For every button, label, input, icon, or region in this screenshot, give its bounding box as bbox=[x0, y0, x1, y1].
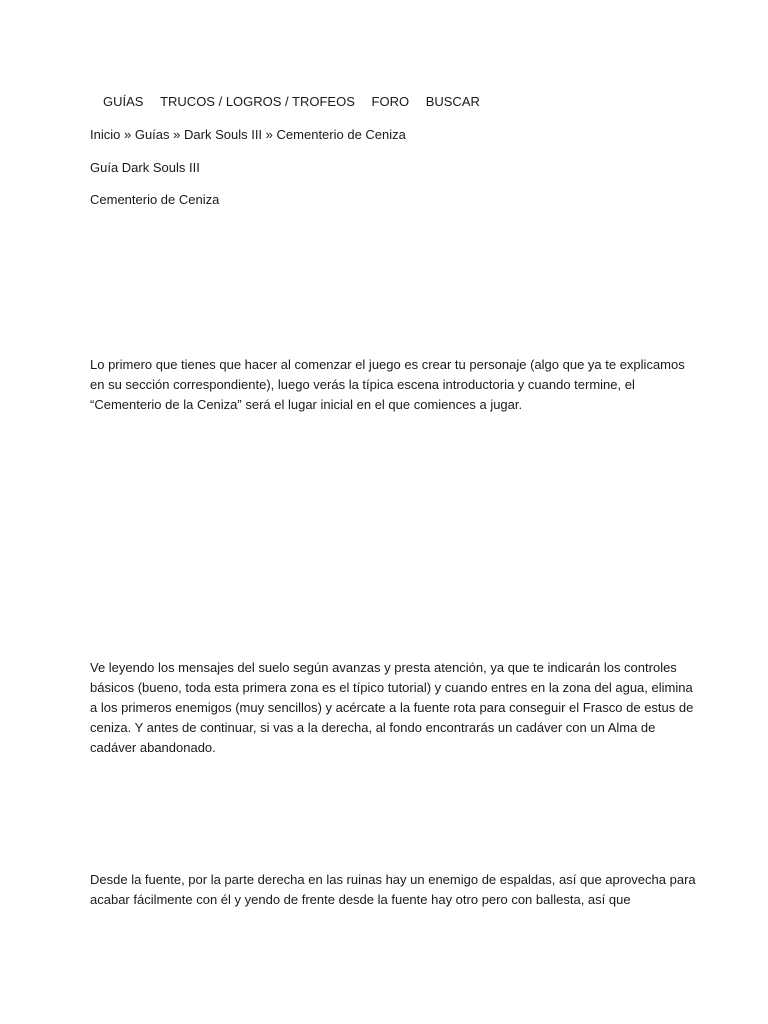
nav-link-trucos[interactable]: TRUCOS / LOGROS / TROFEOS bbox=[160, 94, 355, 109]
paragraph-line: cadáver abandonado. bbox=[90, 740, 216, 755]
breadcrumb bbox=[90, 125, 406, 145]
breadcrumb-separator: » bbox=[265, 127, 273, 142]
breadcrumb-current: Cementerio de Ceniza bbox=[276, 127, 406, 142]
section-title: Cementerio de Ceniza bbox=[90, 192, 220, 207]
paragraph-line: “Cementerio de la Ceniza” será el lugar inicial en el que comiences a jugar. bbox=[90, 397, 523, 412]
breadcrumb-home[interactable]: Inicio bbox=[90, 127, 121, 142]
paragraph-line: básicos (bueno, toda esta primera zona es el típico tutorial) y cuando entres en la zona del agua, elimina bbox=[90, 680, 693, 695]
breadcrumb-separator: » bbox=[123, 127, 132, 142]
guide-title: Guía Dark Souls III bbox=[90, 160, 200, 175]
paragraph-line: en su sección correspondiente), luego verás la típica escena introductoria y cuando termine, el bbox=[90, 377, 635, 392]
breadcrumb-separator: » bbox=[173, 127, 181, 142]
nav-link-buscar[interactable]: BUSCAR bbox=[425, 94, 480, 109]
paragraph-line: acabar fácilmente con él y yendo de frente desde la fuente hay otro pero con ballesta, así que bbox=[90, 892, 631, 907]
breadcrumb-guides[interactable]: Guías bbox=[134, 127, 170, 142]
paragraph-line: Lo primero que tienes que hacer al comenzar el juego es crear tu personaje (algo que ya te explicamos bbox=[90, 357, 685, 372]
nav-link-guias[interactable]: GUÍAS bbox=[103, 94, 144, 109]
paragraph-line: ceniza. Y antes de continuar, si vas a la derecha, al fondo encontrarás un cadáver con un Alma de bbox=[90, 720, 656, 735]
top-navigation bbox=[90, 92, 480, 112]
paragraph bbox=[90, 355, 690, 415]
paragraph bbox=[90, 870, 696, 910]
paragraph-line: a los primeros enemigos (muy sencillos) y acércate a la fuente rota para conseguir el Frasco de estus de bbox=[90, 700, 694, 715]
paragraph-line: Ve leyendo los mensajes del suelo según avanzas y presta atención, ya que te indicarán los controles bbox=[90, 660, 677, 675]
nav-link-foro[interactable]: FORO bbox=[371, 94, 410, 109]
paragraph-line: Desde la fuente, por la parte derecha en las ruinas hay un enemigo de espaldas, así que aprovecha para bbox=[90, 872, 696, 887]
breadcrumb-game[interactable]: Dark Souls III bbox=[184, 127, 263, 142]
paragraph bbox=[90, 658, 694, 758]
